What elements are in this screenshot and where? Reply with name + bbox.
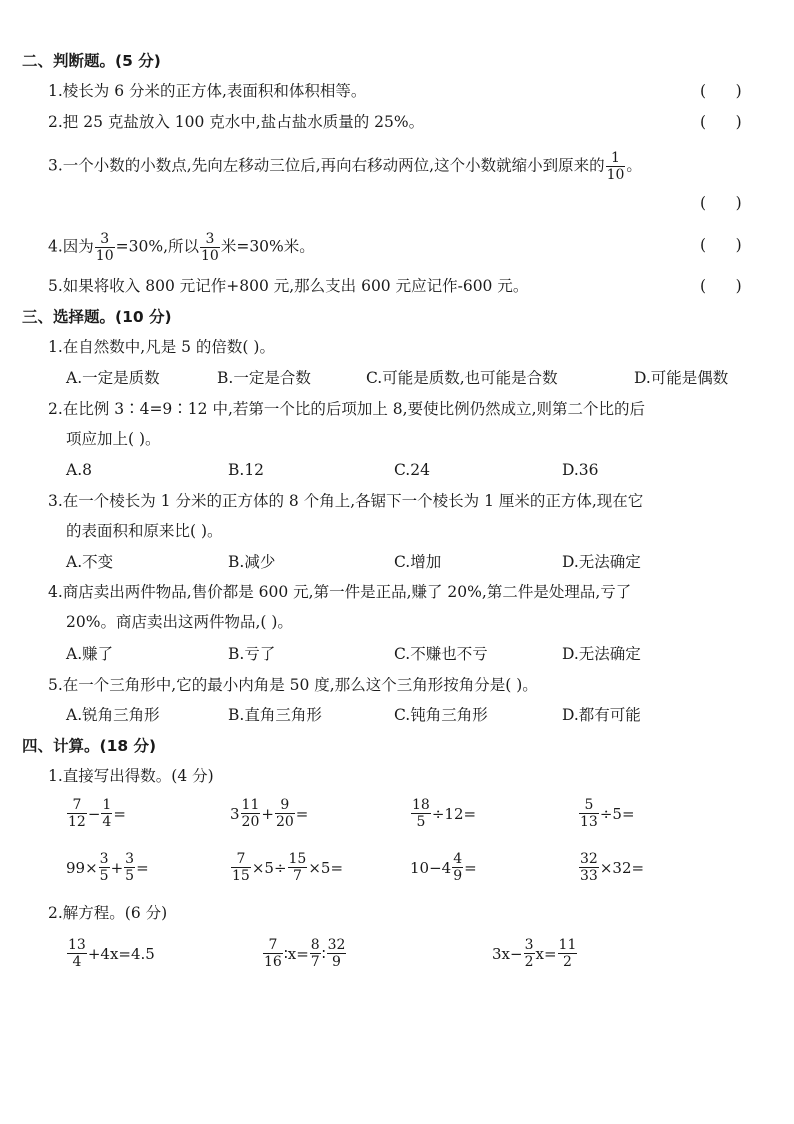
judgment-q2-answer-blank[interactable]: ( ) — [700, 113, 742, 131]
calc-item-5: 99× $\frac{3}{5}$ + $\frac{3}{5}$ = — [66, 851, 149, 884]
judgment-q2: 2.把 25 克盐放入 100 克水中,盐占盐水质量的 25%。 — [48, 113, 425, 131]
calc-item-7: 10−4 $\frac{4}{9}$ = — [410, 851, 477, 884]
choice-q4-line1: 4.商店卖出两件物品,售价都是 600 元,第一件是正品,赚了 20%,第二件是处理品,亏了 — [48, 583, 632, 601]
fraction: $\frac{1}{10}$ — [606, 150, 625, 183]
fraction: $\frac{3}{10}$ — [201, 231, 219, 264]
choice-q5: 5.在一个三角形中,它的最小内角是 50 度,那么这个三角形按角分是( )。 — [48, 676, 538, 694]
choice-q3-option-a[interactable]: A.不变 — [66, 553, 114, 571]
choice-q1: 1.在自然数中,凡是 5 的倍数( )。 — [48, 338, 275, 356]
judgment-q4: 4.因为 $\frac{3}{10}$ =30%,所以 $\frac{3}{10}$ 米=30%米。 — [48, 231, 315, 264]
choice-q2-option-d[interactable]: D.36 — [562, 461, 599, 479]
judgment-q1-answer-blank[interactable]: ( ) — [700, 82, 742, 100]
section-judgment-title: 二、判断题。(5 分) — [22, 52, 161, 70]
equation-3: 3x− $\frac{3}{2}$ x= $\frac{11}{2}$ — [492, 937, 577, 970]
choice-q3-option-b[interactable]: B.减少 — [228, 553, 276, 571]
choice-q3-option-d[interactable]: D.无法确定 — [562, 553, 641, 571]
judgment-q3-answer-blank[interactable]: ( ) — [700, 194, 742, 212]
calc-item-2: 3 $\frac{11}{20}$ + $\frac{9}{20}$ = — [230, 797, 309, 830]
calc-item-4: $\frac{5}{13}$ ÷5= — [580, 797, 635, 830]
calc-item-6: $\frac{7}{15}$ ×5÷ $\frac{15}{7}$ ×5= — [232, 851, 344, 884]
choice-q3-line1: 3.在一个棱长为 1 分米的正方体的 8 个角上,各锯下一个棱长为 1 厘米的正方体,现在它 — [48, 492, 644, 510]
choice-q4-line2: 20%。商店卖出这两件物品,( )。 — [66, 613, 293, 631]
choice-q5-option-a[interactable]: A.锐角三角形 — [66, 706, 160, 724]
calc-item-1: $\frac{7}{12}$ − $\frac{1}{4}$ = — [68, 797, 126, 830]
choice-q5-option-d[interactable]: D.都有可能 — [562, 706, 641, 724]
choice-q4-option-b[interactable]: B.亏了 — [228, 645, 276, 663]
calc-item-8: $\frac{32}{33}$ ×32= — [580, 851, 645, 884]
fraction: $\frac{3}{10}$ — [95, 231, 114, 264]
equation-2: $\frac{7}{16}$ ∶x= $\frac{8}{7}$ ∶ $\frac{32}{9}$ — [264, 937, 346, 970]
choice-q1-option-d[interactable]: D.可能是偶数 — [634, 369, 729, 387]
calc-item-3: $\frac{18}{5}$ ÷12= — [412, 797, 477, 830]
choice-q3-option-c[interactable]: C.增加 — [394, 553, 442, 571]
judgment-q1: 1.棱长为 6 分米的正方体,表面积和体积相等。 — [48, 82, 367, 100]
choice-q1-option-a[interactable]: A.一定是质数 — [66, 369, 160, 387]
choice-q2-option-c[interactable]: C.24 — [394, 461, 430, 479]
calc-part1-title: 1.直接写出得数。(4 分) — [48, 767, 214, 785]
choice-q4-option-c[interactable]: C.不赚也不亏 — [394, 645, 488, 663]
choice-q2-option-b[interactable]: B.12 — [228, 461, 265, 479]
choice-q2-line2: 项应加上( )。 — [66, 430, 161, 448]
choice-q2-line1: 2.在比例 3∶4=9∶12 中,若第一个比的后项加上 8,要使比例仍然成立,则第二个比的后 — [48, 400, 646, 418]
choice-q5-option-c[interactable]: C.钝角三角形 — [394, 706, 488, 724]
choice-q2-option-a[interactable]: A.8 — [66, 461, 92, 479]
choice-q4-option-a[interactable]: A.赚了 — [66, 645, 114, 663]
choice-q1-option-b[interactable]: B.一定是合数 — [217, 369, 311, 387]
choice-q4-option-d[interactable]: D.无法确定 — [562, 645, 641, 663]
choice-q1-option-c[interactable]: C.可能是质数,也可能是合数 — [366, 369, 558, 387]
judgment-q5-answer-blank[interactable]: ( ) — [700, 277, 742, 295]
choice-q3-line2: 的表面积和原来比( )。 — [66, 522, 223, 540]
judgment-q5: 5.如果将收入 800 元记作+800 元,那么支出 600 元应记作-600 元。 — [48, 277, 529, 295]
calc-part2-title: 2.解方程。(6 分) — [48, 904, 168, 922]
judgment-q3-text: 3.一个小数的小数点,先向左移动三位后,再向右移动两位,这个小数就缩小到原来的 — [48, 156, 605, 175]
section-calculation-title: 四、计算。(18 分) — [22, 737, 157, 755]
section-choice-title: 三、选择题。(10 分) — [22, 308, 172, 326]
judgment-q3: 3.一个小数的小数点,先向左移动三位后,再向右移动两位,这个小数就缩小到原来的 $\frac{1}{10}$ 。 — [48, 150, 642, 183]
equation-1: $\frac{13}{4}$ +4x=4.5 — [68, 937, 155, 970]
judgment-q4-answer-blank[interactable]: ( ) — [700, 236, 742, 254]
choice-q5-option-b[interactable]: B.直角三角形 — [228, 706, 322, 724]
